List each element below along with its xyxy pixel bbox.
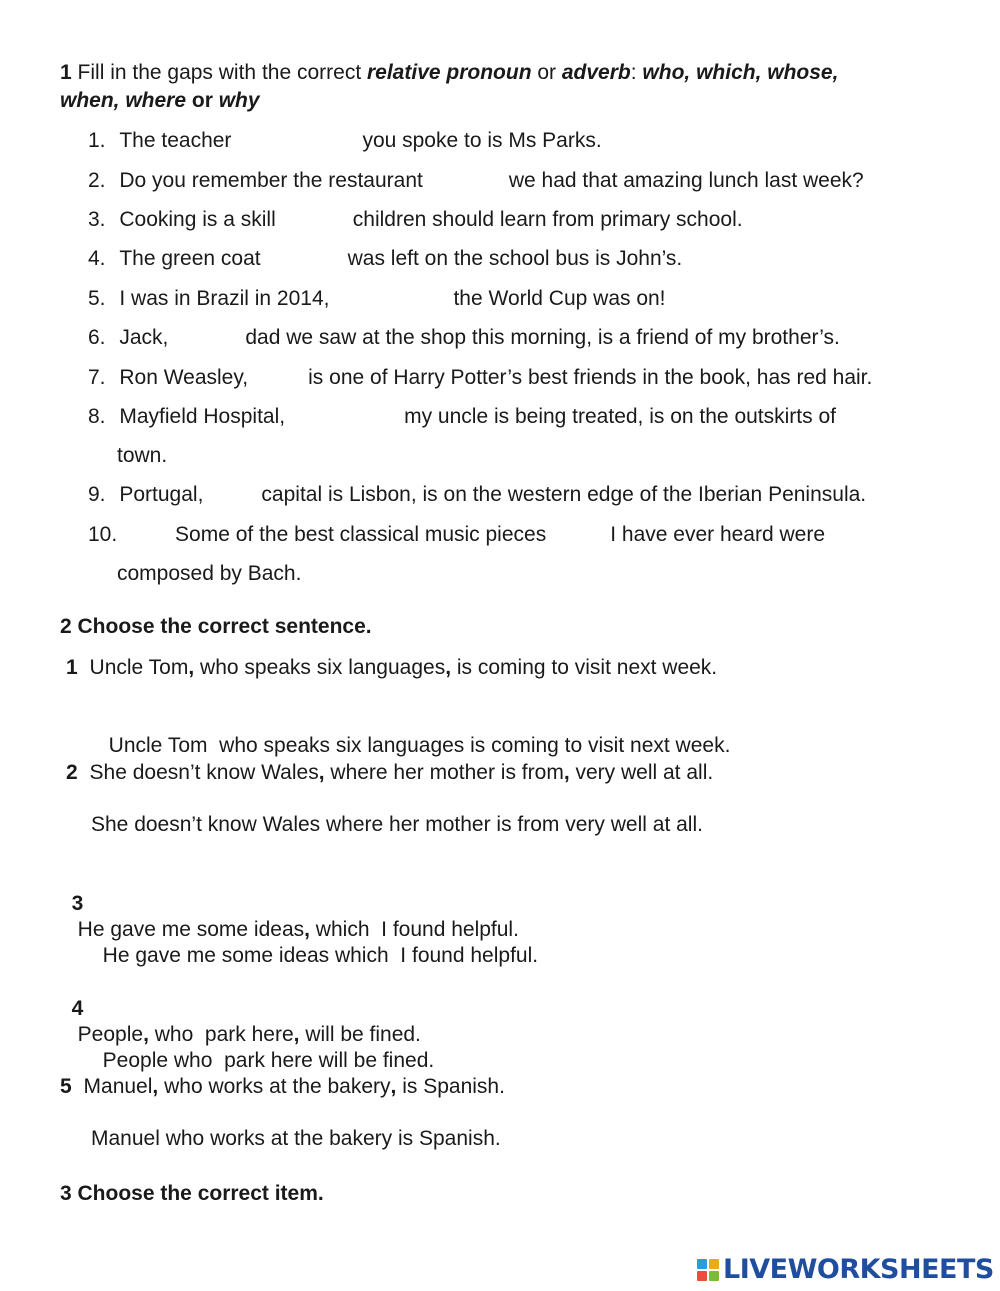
exercise-item	[88, 246, 682, 272]
logo-blocks-icon	[697, 1259, 719, 1281]
option-comma: ,	[445, 656, 452, 679]
item-number: 9.	[88, 483, 106, 506]
section1-instr-2: or	[531, 61, 562, 84]
option-comma: ,	[390, 1075, 397, 1098]
item-text-after: capital is Lisbon, is on the western edge of the Iberian Peninsula.	[261, 483, 867, 506]
item-number: 8.	[88, 405, 106, 428]
option-comma: ,	[304, 918, 310, 941]
item-number: 3.	[88, 208, 106, 231]
section1-instr2-2: why	[218, 89, 260, 112]
option-text: is coming to visit next week.	[451, 656, 718, 679]
option-text: Uncle Tom	[89, 656, 189, 679]
option-comma: ,	[143, 1023, 149, 1046]
choice-option[interactable]	[60, 1074, 505, 1100]
item-text-before: Cooking is a skill	[119, 208, 276, 231]
item-text-before: Ron Weasley,	[119, 366, 249, 389]
item-text-before: I was in Brazil in 2014,	[119, 287, 330, 310]
item-text-continued: town.	[117, 444, 168, 467]
section3-title: 3 Choose the correct item.	[60, 1182, 324, 1205]
option-text: She doesn’t know Wales where her mother is from very well at all.	[91, 813, 703, 836]
option-comma: ,	[318, 761, 325, 784]
item-text-after: dad we saw at the shop this morning, is a friend of my brother’s.	[245, 326, 840, 349]
logo-block	[709, 1259, 719, 1269]
option-text: Uncle Tom who speaks six languages is coming to visit next week.	[108, 734, 731, 757]
logo-block	[709, 1271, 719, 1281]
logo-block	[697, 1271, 707, 1281]
section2-title: 2 Choose the correct sentence.	[60, 615, 372, 638]
exercise-item	[88, 404, 836, 430]
item-number: 2.	[88, 169, 106, 192]
exercise-item-continuation	[117, 443, 167, 469]
item-number: 1.	[88, 129, 106, 152]
choice-option[interactable]	[66, 655, 717, 681]
liveworksheets-logo	[697, 1255, 994, 1285]
choice-number: 4	[71, 997, 84, 1020]
exercise-item	[88, 168, 864, 194]
choice-option[interactable]	[91, 1022, 434, 1074]
exercise-item	[88, 365, 872, 391]
exercise-item	[88, 286, 666, 312]
choice-option[interactable]	[91, 917, 538, 969]
option-text: which I found helpful.	[309, 918, 519, 941]
option-text: He gave me some ideas which I found helpful.	[102, 944, 539, 967]
section1-instr-5: who, which, whose,	[642, 61, 839, 84]
option-text: who works at the bakery	[158, 1075, 391, 1098]
option-text: People who park here will be fined.	[102, 1049, 435, 1072]
item-text-after: you spoke to is Ms Parks.	[362, 129, 602, 152]
choice-option[interactable]	[91, 1126, 501, 1152]
choice-number: 1	[66, 656, 78, 679]
option-comma: ,	[563, 761, 570, 784]
exercise-item	[88, 128, 602, 154]
item-text-after: children should learn from primary school.	[352, 208, 743, 231]
option-text: He gave me some ideas	[77, 918, 305, 941]
item-text-before: The teacher	[119, 129, 232, 152]
section1-instr-1: relative pronoun	[367, 61, 532, 84]
option-text: very well at all.	[569, 761, 714, 784]
item-text-before: The green coat	[119, 247, 261, 270]
option-comma: ,	[188, 656, 195, 679]
choice-option[interactable]	[91, 812, 703, 838]
section1-number: 1	[60, 61, 72, 84]
option-text: who park here	[148, 1023, 294, 1046]
item-text-after: I have ever heard were	[610, 523, 826, 546]
option-comma: ,	[293, 1023, 300, 1046]
item-text-before: Mayfield Hospital,	[119, 405, 286, 428]
item-text-continued: composed by Bach.	[117, 562, 302, 585]
item-number: 4.	[88, 247, 106, 270]
item-text-after: we had that amazing lunch last week?	[508, 169, 864, 192]
section1-instr-0: Fill in the gaps with the correct	[77, 61, 367, 84]
option-text: will be fined.	[299, 1023, 421, 1046]
item-number: 7.	[88, 366, 106, 389]
logo-block	[697, 1259, 707, 1269]
choice-option[interactable]	[97, 707, 730, 759]
choice-number: 5	[60, 1075, 72, 1098]
item-text-after: the World Cup was on!	[453, 287, 666, 310]
item-number: 6.	[88, 326, 106, 349]
item-text-before: Do you remember the restaurant	[119, 169, 423, 192]
section1-instr-4: :	[630, 61, 643, 84]
section1-instructions-line2	[60, 88, 260, 114]
item-text-after: is one of Harry Potter’s best friends in the book, has red hair.	[308, 366, 873, 389]
item-number: 5.	[88, 287, 106, 310]
item-text-before: Jack,	[119, 326, 169, 349]
item-text-before: Portugal,	[119, 483, 204, 506]
exercise-item	[88, 207, 743, 233]
option-text: where her mother is from	[324, 761, 564, 784]
exercise-item	[88, 522, 825, 548]
logo-wordmark: LIVEWORKSHEETS	[723, 1254, 994, 1285]
option-text: Manuel	[83, 1075, 153, 1098]
item-number: 10.	[88, 523, 118, 546]
item-text-before: Some of the best classical music pieces	[175, 523, 547, 546]
item-text-after: my uncle is being treated, is on the outskirts of	[404, 405, 836, 428]
choice-number: 2	[66, 761, 78, 784]
option-text: People	[77, 1023, 144, 1046]
option-text: who speaks six languages	[194, 656, 446, 679]
exercise-item	[88, 325, 840, 351]
option-text: is Spanish.	[396, 1075, 505, 1098]
item-text-after: was left on the school bus is John’s.	[347, 247, 683, 270]
section1-instr2-1: or	[186, 89, 219, 112]
section1-instr2-0: when, where	[60, 89, 187, 112]
exercise-item-continuation	[117, 561, 301, 587]
choice-number: 3	[71, 892, 84, 915]
option-text: She doesn’t know Wales	[89, 761, 319, 784]
section1-instr-3: adverb	[561, 61, 631, 84]
choice-option[interactable]	[66, 760, 713, 786]
option-text: Manuel who works at the bakery is Spanish.	[91, 1127, 501, 1150]
section1-instructions	[60, 60, 838, 86]
option-comma: ,	[152, 1075, 159, 1098]
exercise-item	[88, 482, 866, 508]
